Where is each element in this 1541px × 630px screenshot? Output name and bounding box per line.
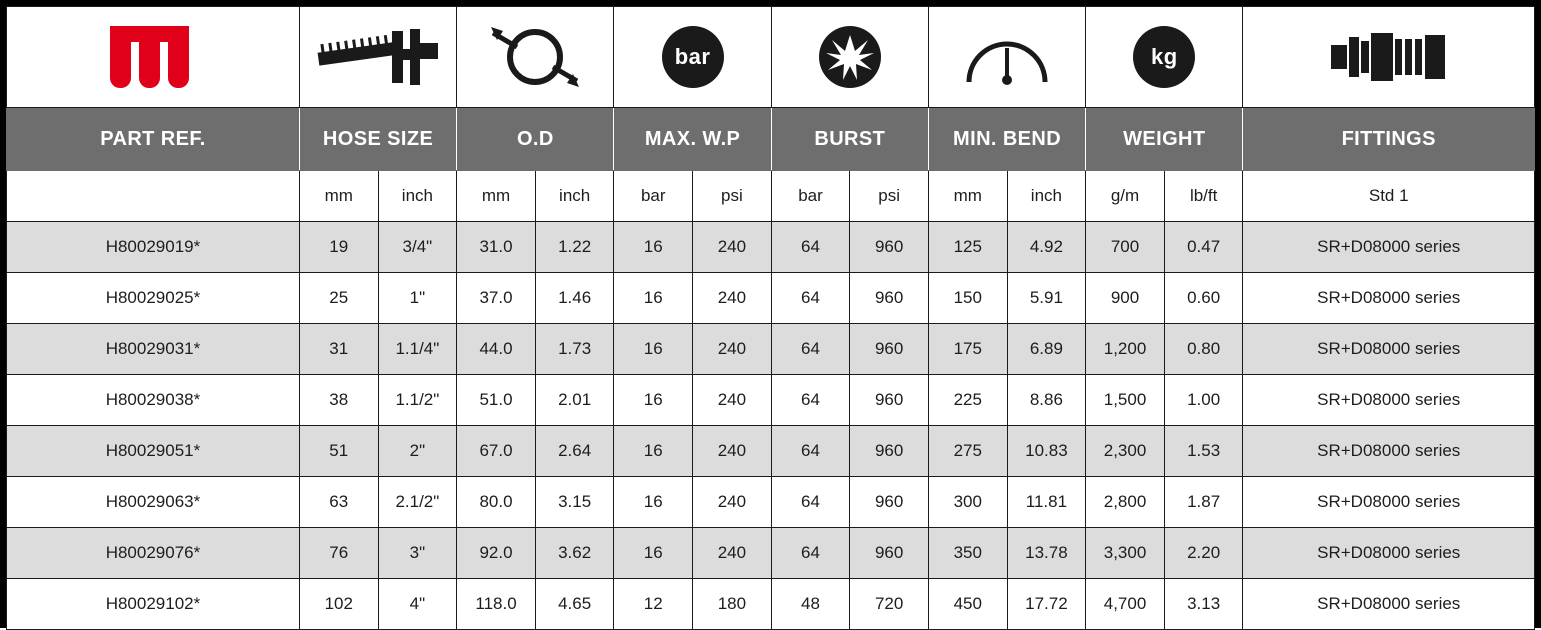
cell-bend-mm: 225: [928, 375, 1007, 426]
table-row: [7, 426, 1535, 477]
cell-od-mm: 92.0: [457, 528, 536, 579]
cell-weight-lbft: 1.00: [1164, 375, 1243, 426]
cell-od-mm: 67.0: [457, 426, 536, 477]
cell-wp-bar: 16: [614, 528, 693, 579]
cell-part-ref: H80029025*: [7, 273, 300, 324]
cell-weight-gm: 1,500: [1086, 375, 1165, 426]
cell-wp-psi: 240: [693, 324, 772, 375]
cell-bend-inch: 5.91: [1007, 273, 1086, 324]
cell-hose-inch: 2.1/2": [378, 477, 457, 528]
caliper-icon: [314, 25, 442, 89]
header-max-wp: MAX. W.P: [614, 108, 771, 171]
weight-kg-icon: kg: [1133, 26, 1195, 88]
cell-weight-lbft: 0.80: [1164, 324, 1243, 375]
cell-fittings: SR+D08000 series: [1243, 222, 1535, 273]
table-row: [7, 273, 1535, 324]
cell-part-ref: H80029038*: [7, 375, 300, 426]
cell-part-ref: H80029063*: [7, 477, 300, 528]
cell-hose-inch: 3/4": [378, 222, 457, 273]
cell-hose-inch: 1.1/2": [378, 375, 457, 426]
header-weight: WEIGHT: [1086, 108, 1243, 171]
cell-wp-bar: 12: [614, 579, 693, 630]
table-row: [7, 324, 1535, 375]
cell-weight-gm: 2,800: [1086, 477, 1165, 528]
cell-bend-inch: 6.89: [1007, 324, 1086, 375]
cell-od-inch: 2.01: [535, 375, 614, 426]
cell-od-inch: 1.73: [535, 324, 614, 375]
table-row: [7, 477, 1535, 528]
cell-hose-mm: 38: [299, 375, 378, 426]
fittings-icon: [1329, 27, 1449, 87]
unit-burst-psi: psi: [850, 171, 929, 222]
cell-fittings: SR+D08000 series: [1243, 273, 1535, 324]
unit-od-inch: inch: [535, 171, 614, 222]
header-row: [7, 108, 1535, 171]
cell-fittings: SR+D08000 series: [1243, 477, 1535, 528]
cell-wp-psi: 240: [693, 273, 772, 324]
unit-burst-bar: bar: [771, 171, 850, 222]
cell-burst-psi: 960: [850, 528, 929, 579]
icon-row: [7, 7, 1535, 108]
cell-burst-psi: 720: [850, 579, 929, 630]
cell-bend-mm: 450: [928, 579, 1007, 630]
cell-burst-psi: 960: [850, 324, 929, 375]
cell-wp-psi: 240: [693, 477, 772, 528]
cell-hose-mm: 19: [299, 222, 378, 273]
unit-wp-psi: psi: [693, 171, 772, 222]
cell-fittings: SR+D08000 series: [1243, 528, 1535, 579]
fittings-icon-cell: [1243, 7, 1535, 108]
hose-cross-section-icon: [487, 23, 583, 91]
cell-fittings: SR+D08000 series: [1243, 579, 1535, 630]
cell-od-mm: 80.0: [457, 477, 536, 528]
header-part-ref: PART REF.: [7, 108, 300, 171]
weight-icon-cell: [1086, 7, 1243, 108]
cell-wp-psi: 240: [693, 375, 772, 426]
bend-gauge-icon: [959, 26, 1055, 88]
cell-weight-lbft: 2.20: [1164, 528, 1243, 579]
unit-fittings-std: Std 1: [1243, 171, 1535, 222]
cell-hose-inch: 1": [378, 273, 457, 324]
cell-hose-mm: 25: [299, 273, 378, 324]
cell-od-inch: 4.65: [535, 579, 614, 630]
max-wp-icon-cell: [614, 7, 771, 108]
cell-hose-mm: 63: [299, 477, 378, 528]
cell-od-inch: 3.62: [535, 528, 614, 579]
cell-weight-gm: 700: [1086, 222, 1165, 273]
cell-wp-bar: 16: [614, 222, 693, 273]
cell-burst-bar: 64: [771, 375, 850, 426]
burst-icon-cell: [771, 7, 928, 108]
header-fittings: FITTINGS: [1243, 108, 1535, 171]
cell-wp-psi: 240: [693, 528, 772, 579]
cell-bend-mm: 350: [928, 528, 1007, 579]
logo-cell: [7, 7, 300, 108]
cell-bend-mm: 275: [928, 426, 1007, 477]
cell-weight-lbft: 0.60: [1164, 273, 1243, 324]
burst-star-icon: [819, 26, 881, 88]
cell-burst-bar: 64: [771, 528, 850, 579]
cell-bend-inch: 13.78: [1007, 528, 1086, 579]
cell-hose-inch: 4": [378, 579, 457, 630]
cell-burst-psi: 960: [850, 477, 929, 528]
cell-part-ref: H80029019*: [7, 222, 300, 273]
cell-hose-mm: 51: [299, 426, 378, 477]
cell-od-mm: 118.0: [457, 579, 536, 630]
cell-wp-psi: 240: [693, 426, 772, 477]
cell-part-ref: H80029051*: [7, 426, 300, 477]
cell-hose-inch: 3": [378, 528, 457, 579]
cell-fittings: SR+D08000 series: [1243, 426, 1535, 477]
cell-weight-gm: 1,200: [1086, 324, 1165, 375]
cell-wp-bar: 16: [614, 273, 693, 324]
cell-wp-bar: 16: [614, 477, 693, 528]
cell-hose-inch: 1.1/4": [378, 324, 457, 375]
table-row: [7, 222, 1535, 273]
unit-hose-inch: inch: [378, 171, 457, 222]
cell-bend-mm: 125: [928, 222, 1007, 273]
unit-od-mm: mm: [457, 171, 536, 222]
cell-burst-psi: 960: [850, 222, 929, 273]
cell-hose-mm: 102: [299, 579, 378, 630]
cell-bend-mm: 150: [928, 273, 1007, 324]
cell-wp-bar: 16: [614, 324, 693, 375]
cell-burst-bar: 64: [771, 324, 850, 375]
cell-part-ref: H80029031*: [7, 324, 300, 375]
cell-od-inch: 1.46: [535, 273, 614, 324]
unit-weight-gm: g/m: [1086, 171, 1165, 222]
unit-bend-inch: inch: [1007, 171, 1086, 222]
unit-hose-mm: mm: [299, 171, 378, 222]
cell-bend-mm: 175: [928, 324, 1007, 375]
table-row: [7, 375, 1535, 426]
unit-bend-mm: mm: [928, 171, 1007, 222]
cell-wp-psi: 240: [693, 222, 772, 273]
cell-burst-bar: 64: [771, 273, 850, 324]
header-hose-size: HOSE SIZE: [299, 108, 456, 171]
cell-bend-inch: 10.83: [1007, 426, 1086, 477]
cell-burst-bar: 64: [771, 477, 850, 528]
pressure-bar-icon: bar: [662, 26, 724, 88]
header-od: O.D: [457, 108, 614, 171]
cell-od-mm: 31.0: [457, 222, 536, 273]
cell-bend-inch: 17.72: [1007, 579, 1086, 630]
cell-weight-lbft: 1.87: [1164, 477, 1243, 528]
cell-burst-psi: 960: [850, 273, 929, 324]
cell-od-inch: 3.15: [535, 477, 614, 528]
cell-od-inch: 2.64: [535, 426, 614, 477]
cell-od-mm: 37.0: [457, 273, 536, 324]
hose-size-icon-cell: [299, 7, 456, 108]
cell-fittings: SR+D08000 series: [1243, 324, 1535, 375]
cell-part-ref: H80029076*: [7, 528, 300, 579]
cell-od-mm: 51.0: [457, 375, 536, 426]
manuli-logo-icon: [105, 26, 201, 88]
cell-burst-bar: 64: [771, 222, 850, 273]
unit-wp-bar: bar: [614, 171, 693, 222]
header-min-bend: MIN. BEND: [928, 108, 1085, 171]
od-icon-cell: [457, 7, 614, 108]
cell-weight-gm: 900: [1086, 273, 1165, 324]
cell-od-inch: 1.22: [535, 222, 614, 273]
unit-weight-lbft: lb/ft: [1164, 171, 1243, 222]
unit-part-ref: [7, 171, 300, 222]
cell-bend-inch: 11.81: [1007, 477, 1086, 528]
min-bend-icon-cell: [928, 7, 1085, 108]
cell-burst-psi: 960: [850, 426, 929, 477]
cell-hose-mm: 31: [299, 324, 378, 375]
header-burst: BURST: [771, 108, 928, 171]
cell-bend-inch: 8.86: [1007, 375, 1086, 426]
cell-wp-bar: 16: [614, 426, 693, 477]
cell-od-mm: 44.0: [457, 324, 536, 375]
spec-table: [6, 6, 1535, 630]
cell-weight-gm: 4,700: [1086, 579, 1165, 630]
cell-wp-bar: 16: [614, 375, 693, 426]
cell-weight-lbft: 1.53: [1164, 426, 1243, 477]
cell-burst-bar: 48: [771, 579, 850, 630]
cell-hose-mm: 76: [299, 528, 378, 579]
cell-burst-psi: 960: [850, 375, 929, 426]
cell-wp-psi: 180: [693, 579, 772, 630]
table-row: [7, 579, 1535, 630]
cell-bend-mm: 300: [928, 477, 1007, 528]
cell-weight-lbft: 3.13: [1164, 579, 1243, 630]
cell-weight-lbft: 0.47: [1164, 222, 1243, 273]
cell-hose-inch: 2": [378, 426, 457, 477]
cell-burst-bar: 64: [771, 426, 850, 477]
cell-part-ref: H80029102*: [7, 579, 300, 630]
table-row: [7, 528, 1535, 579]
cell-weight-gm: 2,300: [1086, 426, 1165, 477]
unit-row: [7, 171, 1535, 222]
cell-fittings: SR+D08000 series: [1243, 375, 1535, 426]
cell-bend-inch: 4.92: [1007, 222, 1086, 273]
cell-weight-gm: 3,300: [1086, 528, 1165, 579]
